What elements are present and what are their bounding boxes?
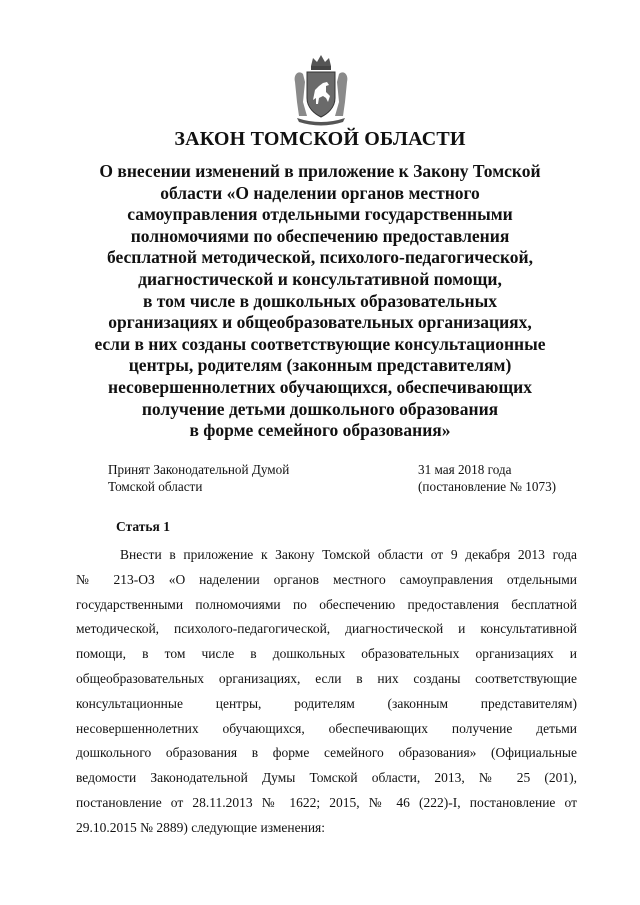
body-line: консультационные центры, родителям (законным представителям) [76, 695, 577, 711]
law-subject [60, 161, 580, 442]
body-line: ведомости Законодательной Думы Томской области, 2013, № 25 (201), [76, 770, 577, 786]
adopted-date: 31 мая 2018 года [418, 462, 512, 477]
tomsk-region-coat-of-arms-icon [289, 52, 353, 128]
subject-line: О внесении изменений в приложение к Закону Томской [99, 161, 541, 181]
body-line: помощи, в том числе в дошкольных образовательных организациях и [76, 646, 577, 662]
law-title: ЗАКОН ТОМСКОЙ ОБЛАСТИ [174, 128, 466, 150]
subject-line: в том числе в дошкольных образовательных [142, 290, 497, 311]
body-line: 29.10.2015 № 2889) следующие изменения: [76, 819, 326, 835]
adopted-by-line: Принят Законодательной Думой [108, 462, 290, 477]
subject-line: получение детьми дошкольного образования [141, 398, 499, 419]
subject-line: если в них созданы соответствующие консультационные [94, 333, 546, 354]
body-line: № 213-ОЗ «О наделении органов местного самоуправления отдельными [76, 571, 577, 587]
subject-line: самоуправления отдельными государственными [127, 204, 513, 225]
body-line: постановление от 28.11.2013 № 1622; 2015, № 46 (222)-I, постановление от [76, 794, 577, 810]
article-heading: Статья 1 [116, 519, 170, 534]
body-line: Внести в приложение к Закону Томской области от 9 декабря 2013 года [120, 547, 577, 562]
body-line: дошкольного образования в форме семейного образования» (Официальные [76, 745, 577, 761]
subject-line: в форме семейного образования» [189, 420, 451, 441]
subject-line: диагностической и консультативной помощи, [138, 268, 502, 289]
article-body [76, 543, 577, 841]
subject-line: полномочиями по обеспечению предоставления [130, 225, 510, 246]
adoption-details [418, 461, 556, 495]
subject-line: бесплатной методической, психолого-педагогической, [106, 247, 534, 268]
subject-line: несовершеннолетних обучающихся, обеспечивающих [107, 376, 533, 397]
adopted-by [108, 461, 289, 495]
body-line: общеобразовательных организациях, если в них созданы соответствующие [76, 670, 577, 686]
body-line: государственными полномочиями по обеспечению предоставления бесплатной [76, 596, 577, 612]
subject-line: центры, родителям (законным представителям) [128, 355, 512, 376]
body-line: методической, психолого-педагогической, диагностической и консультативной [76, 621, 577, 637]
subject-line: области «О наделении органов местного [160, 182, 480, 203]
adopted-by-line: Томской области [108, 479, 203, 494]
subject-line: организациях и общеобразовательных организациях, [108, 312, 532, 333]
body-line: несовершеннолетних обучающихся, обеспечивающих получение детьми [76, 720, 577, 736]
resolution-number: (постановление № 1073) [418, 479, 557, 494]
